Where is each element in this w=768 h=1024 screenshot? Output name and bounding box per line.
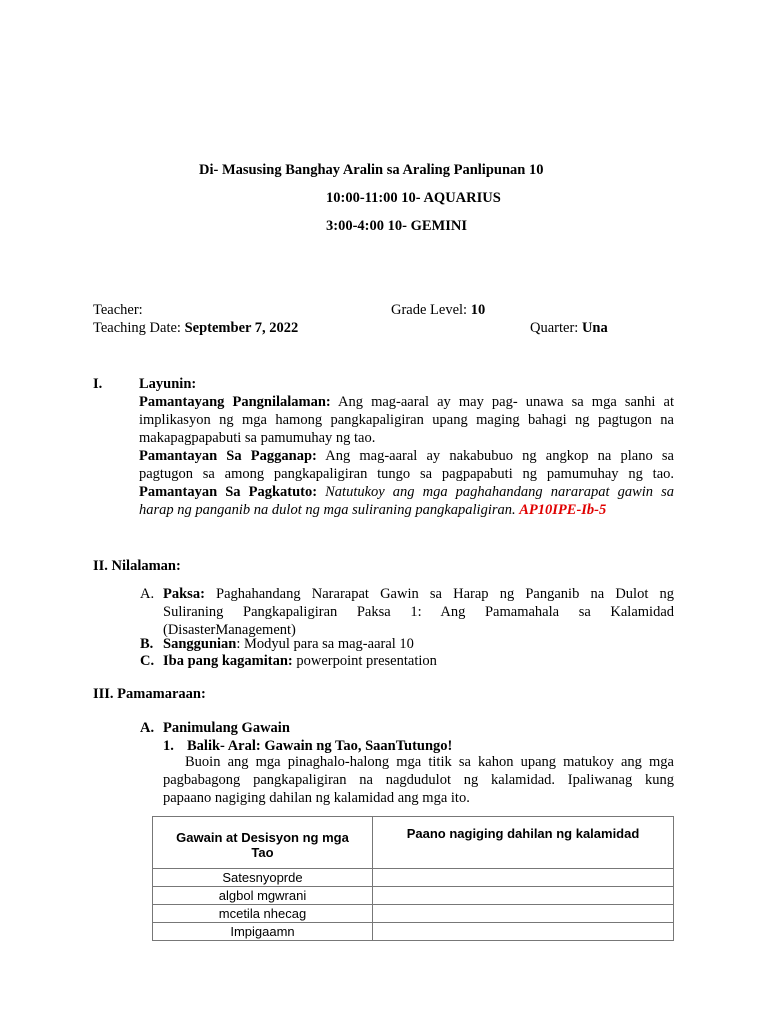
section-2-heading: II. Nilalaman: — [93, 558, 181, 574]
column-header-gawain: Gawain at Desisyon ng mga Tao — [153, 817, 373, 869]
answer-cell[interactable] — [373, 869, 674, 887]
kagamitan-marker: C. — [140, 653, 155, 669]
schedule-aquarius: 10:00-11:00 10- AQUARIUS — [326, 190, 501, 206]
paksa-label: Paksa: — [163, 586, 205, 602]
instructions-line-1: Buoin ang mga pinaghalo-halong mga titik sa kahon upang matukoy ang mga — [185, 754, 674, 770]
table-row — [153, 887, 674, 905]
sanggunian-label: Sanggunian — [163, 636, 237, 652]
table-row — [153, 869, 674, 887]
pamantayang-pangnilalaman — [139, 393, 674, 519]
answer-cell[interactable] — [373, 923, 674, 941]
sanggunian-item — [163, 636, 414, 653]
balik-aral-marker: 1. — [163, 738, 174, 754]
paksa-marker: A. — [140, 586, 155, 602]
grade-level — [391, 302, 485, 319]
table-row — [153, 905, 674, 923]
scrambled-words-table — [152, 816, 674, 941]
panimulang-marker: A. — [140, 720, 155, 736]
column-header-paano: Paano nagiging dahilan ng kalamidad — [373, 817, 674, 869]
competency-code: AP10IPE-Ib-5 — [519, 502, 607, 518]
balik-aral-label: Balik- Aral: Gawain ng Tao, SaanTutungo! — [187, 738, 453, 754]
paksa-line-3: (DisasterManagement) — [163, 622, 296, 638]
scrambled-word-cell: mcetila nhecag — [153, 905, 373, 923]
table-header-row — [153, 817, 674, 869]
quarter-label: Quarter: — [530, 320, 582, 336]
teaching-date-value: September 7, 2022 — [184, 320, 299, 336]
grade-level-label: Grade Level: — [391, 302, 471, 318]
scrambled-word-cell: Satesnyoprde — [153, 869, 373, 887]
section-1-heading: Layunin: — [139, 376, 197, 392]
scrambled-word-cell: Impigaamn — [153, 923, 373, 941]
sanggunian-marker: B. — [140, 636, 154, 652]
paksa-line-1: Paghahandang Nararapat Gawin sa Harap ng Panganib na Dulot ng — [204, 586, 674, 602]
instructions-line-2: pagbabagong pangkapaligiran na nagdudulot ng kalamidad. Ipaliwanag kung — [163, 772, 674, 788]
sanggunian-text: : Modyul para sa mag-aaral 10 — [236, 636, 414, 652]
paksa-item — [163, 585, 674, 639]
section-3-heading: III. Pamamaraan: — [93, 686, 206, 702]
kagamitan-label: Iba pang kagamitan: — [163, 653, 293, 669]
pangnilalaman-label: Pamantayang Pangnilalaman: — [139, 394, 331, 410]
pagkatuto-line-1: Natutukoy ang mga paghahandang nararapat gawin sa — [317, 484, 674, 500]
answer-cell[interactable] — [373, 887, 674, 905]
scrambled-word-cell: algbol mgwrani — [153, 887, 373, 905]
instructions-line-3: papaano nagiging dahilan ng kalamidad ang mga ito. — [163, 790, 470, 806]
quarter-value: Una — [581, 320, 608, 336]
pagkatuto-line-2: harap ng panganib na dulot ng mga suliraning pangkapaligiran. — [139, 502, 520, 518]
kagamitan-text: powerpoint presentation — [292, 653, 437, 669]
grade-level-value: 10 — [470, 302, 486, 318]
teaching-date-label: Teaching Date: — [93, 320, 185, 336]
kagamitan-item — [163, 653, 437, 670]
pangnilalaman-line-1: Ang mag-aaral ay may pag- unawa sa mga sanhi at — [330, 394, 674, 410]
teacher-label: Teacher: — [93, 302, 143, 318]
answer-cell[interactable] — [373, 905, 674, 923]
pagganap-line-2: pagtugon sa among pangkapaligiran tungo sa pagpapabuti ng pamumuhay ng tao. — [139, 466, 674, 482]
pagganap-line-1: Ang mag-aaral ay nakabubuo ng angkop na plano sa — [316, 448, 674, 464]
schedule-gemini: 3:00-4:00 10- GEMINI — [326, 218, 467, 234]
panimulang-gawain-label: Panimulang Gawain — [163, 720, 290, 736]
quarter — [530, 320, 608, 337]
instructions-paragraph — [163, 753, 674, 807]
pangnilalaman-line-3: makapagpapabuti sa pamumuhay ng tao. — [139, 430, 376, 446]
section-1-number: I. — [93, 376, 103, 392]
teaching-date — [93, 320, 298, 337]
paksa-line-2: Suliraning Pangkapaligiran Paksa 1: Ang Pamamahala sa Kalamidad — [163, 604, 674, 620]
table-row — [153, 923, 674, 941]
pagganap-label: Pamantayan Sa Pagganap: — [139, 448, 317, 464]
pagkatuto-label: Pamantayan Sa Pagkatuto: — [139, 484, 318, 500]
document-title: Di- Masusing Banghay Aralin sa Araling Panlipunan 10 — [199, 162, 544, 178]
pangnilalaman-line-2: implikasyon ng mga hamong pangkapaligiran upang maging bahagi ng pagtugon na — [139, 412, 674, 428]
